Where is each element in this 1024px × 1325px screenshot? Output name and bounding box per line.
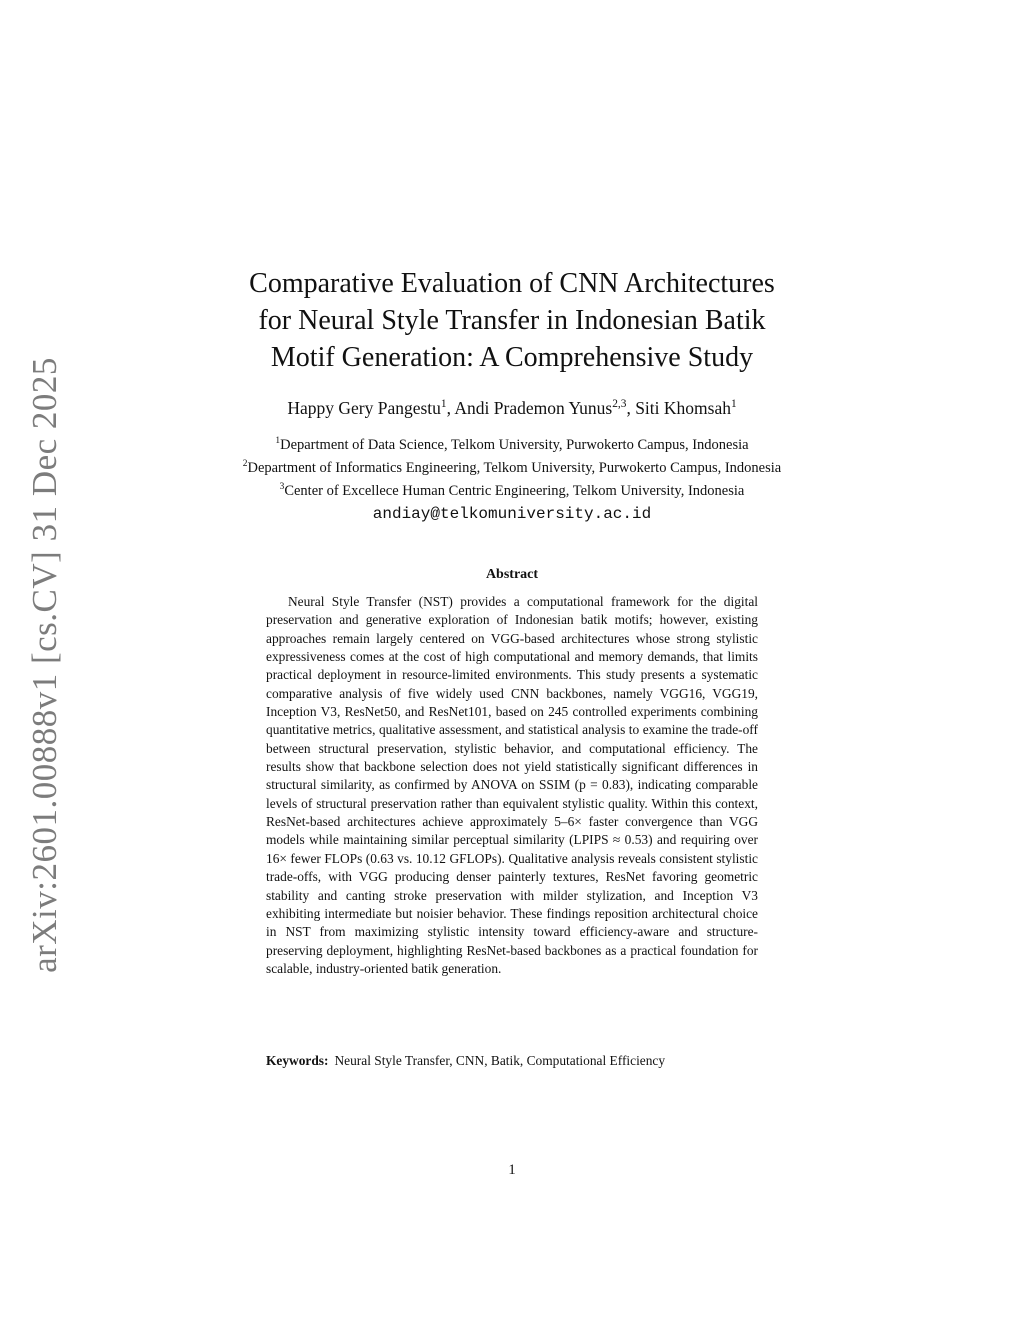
paper-title [0, 265, 1024, 376]
contact-email: andiay@telkomuniversity.ac.id [372, 505, 652, 523]
page-number: 1 [508, 1162, 516, 1178]
affiliation-mark: 2 [242, 459, 248, 469]
author-name: Andi Prademon Yunus [454, 398, 613, 418]
author-affiliation-mark: 1 [440, 398, 447, 411]
abstract-heading: Abstract [485, 567, 539, 582]
author-name: Happy Gery Pangestu [287, 398, 441, 418]
author-name: Siti Khomsah [635, 398, 731, 418]
affiliation-text: Center of Excellece Human Centric Engineering, Telkom University, Indonesia [284, 482, 745, 499]
arxiv-identifier-stamp: arXiv:2601.00888v1 [cs.CV] 31 Dec 2025 [25, 357, 64, 973]
keywords-label: Keywords: [266, 1053, 329, 1068]
title-line-1: Comparative Evaluation of CNN Architectures [249, 268, 775, 299]
affiliation-mark: 3 [279, 482, 285, 492]
author-affiliation-mark: 2,3 [612, 398, 627, 411]
affiliation-mark: 1 [275, 436, 281, 446]
title-line-2: for Neural Style Transfer in Indonesian Batik [258, 305, 766, 336]
abstract-body: Neural Style Transfer (NST) provides a computational framework for the digital preservation and generative exploration of Indonesian batik motifs; however, existing approaches remain largely centered on VGG-based architectures whose strong stylistic expressiveness comes at the cost of high computational and memory demands, that limits practical deployment in resource-limited environments. This study presents a systematic comparative analysis of five widely used CNN backbones, namely VGG16, VGG19, Inception V3, ResNet50, and ResNet101, based on 245 controlled experiments combining quantitative metrics, qualitative assessment, and statistical analysis to examine the trade-off between structural preservation, stylistic behavior, and computational efficiency. The results show that backbone selection does not yield statistically significant differences in structural similarity, as confirmed by ANOVA on SSIM (p = 0.83), indicating comparable levels of structural preservation rather than equivalent stylistic quality. Within this context, ResNet-based architectures achieve approximately 5–6× faster convergence than VGG models while maintaining similar perceptual similarity (LPIPS ≈ 0.53) and requiring over 16× fewer FLOPs (0.63 vs. 10.12 GFLOPs). Qualitative analysis reveals consistent stylistic trade-offs, with VGG producing denser painterly textures, ResNet favoring geometric stability and canting stroke preservation with milder stylization, and Inception V3 exhibiting intermediate but noisier behavior. These findings reposition architectural choice in NST from maximizing stylistic intensity toward efficiency-aware and structure-preserving deployment, highlighting ResNet-based backbones as a practical foundation for scalable, industry-oriented batik generation. [266, 594, 758, 976]
keywords-line [266, 1052, 758, 1070]
keywords-text: Neural Style Transfer, CNN, Batik, Computational Efficiency [334, 1053, 666, 1068]
affiliation-text: Department of Data Science, Telkom University, Purwokerto Campus, Indonesia [280, 436, 749, 453]
title-line-3: Motif Generation: A Comprehensive Study [270, 342, 754, 373]
affiliation-2 [0, 459, 1024, 477]
affiliation-3 [0, 482, 1024, 500]
author-list: Happy Gery Pangestu$^1$, Andi Prademon Yunus$^{2,3}$, Siti Khomsah$^1$ [287, 398, 737, 418]
affiliation-text: Department of Informatics Engineering, Telkom University, Purwokerto Campus, Indonesia [247, 459, 782, 476]
author-affiliation-mark: 1 [730, 398, 737, 411]
affiliation-1 [0, 436, 1024, 454]
